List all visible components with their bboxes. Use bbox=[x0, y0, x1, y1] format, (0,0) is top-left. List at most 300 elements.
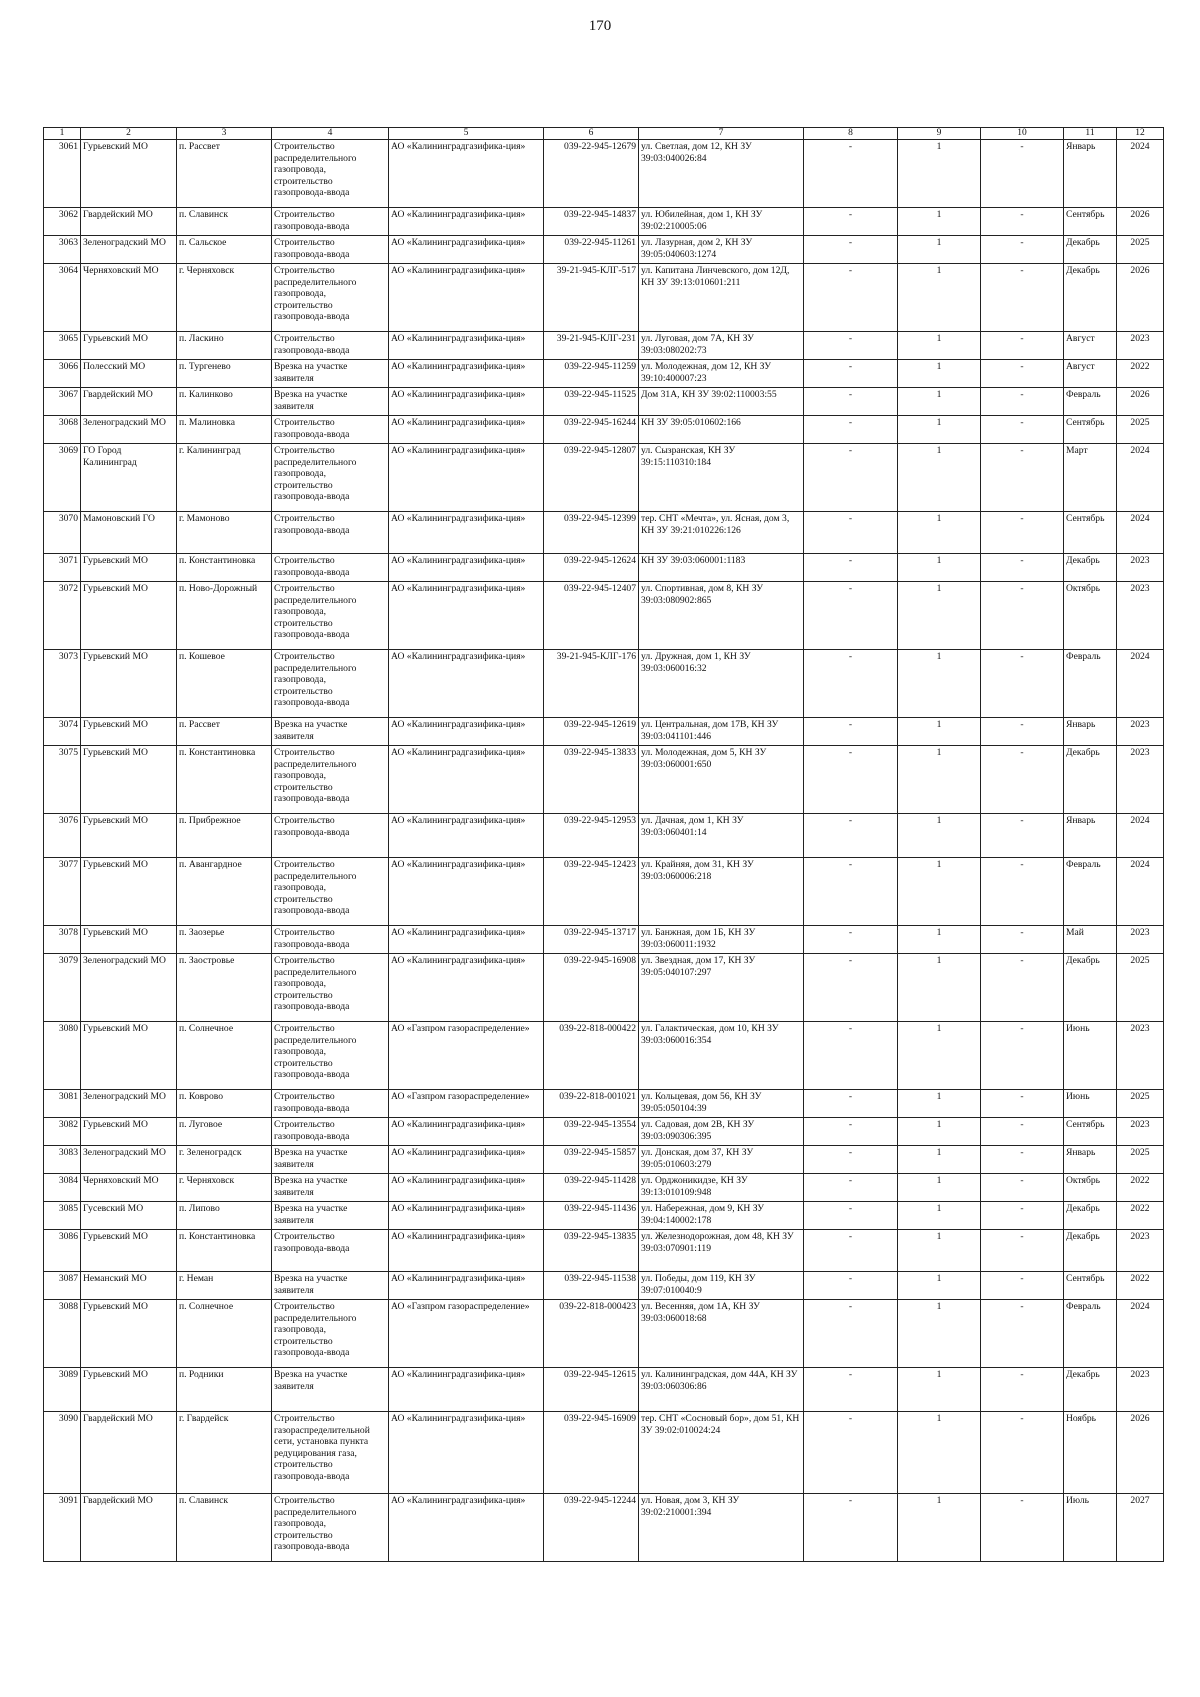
data-table bbox=[43, 127, 1164, 1562]
request-code-cell: 039-22-945-12399 bbox=[544, 512, 639, 554]
table-row bbox=[44, 236, 1164, 264]
address-cell: ул. Сызранская, КН ЗУ 39:15:110310:184 bbox=[639, 444, 804, 512]
column-9-cell: 1 bbox=[898, 1272, 981, 1300]
column-9-cell: 1 bbox=[898, 582, 981, 650]
work-type-cell: Строительство газопровода-ввода bbox=[272, 208, 389, 236]
column-8-cell: - bbox=[804, 1090, 898, 1118]
organization-cell: АО «Калининградгазифика-ция» bbox=[389, 858, 544, 926]
column-9-cell: 1 bbox=[898, 444, 981, 512]
municipality-cell: Гурьевский МО bbox=[81, 746, 177, 814]
column-8-cell: - bbox=[804, 416, 898, 444]
municipality-cell: Зеленоградский МО bbox=[81, 416, 177, 444]
organization-cell: АО «Калининградгазифика-ция» bbox=[389, 746, 544, 814]
municipality-cell: Гурьевский МО bbox=[81, 332, 177, 360]
work-type-cell: Строительство газопровода-ввода bbox=[272, 814, 389, 858]
address-cell: ул. Кольцевая, дом 56, КН ЗУ 39:05:050104:39 bbox=[639, 1090, 804, 1118]
settlement-cell: п. Константиновка bbox=[177, 1230, 272, 1272]
row-number-cell: 3086 bbox=[44, 1230, 81, 1272]
column-number: 12 bbox=[1117, 128, 1164, 140]
municipality-cell: Гурьевский МО bbox=[81, 582, 177, 650]
year-cell: 2025 bbox=[1117, 1090, 1164, 1118]
year-cell: 2025 bbox=[1117, 1146, 1164, 1174]
column-9-cell: 1 bbox=[898, 554, 981, 582]
request-code-cell: 039-22-945-12807 bbox=[544, 444, 639, 512]
column-10-cell: - bbox=[981, 1494, 1064, 1562]
column-8-cell: - bbox=[804, 650, 898, 718]
column-10-cell: - bbox=[981, 236, 1064, 264]
column-10-cell: - bbox=[981, 1368, 1064, 1412]
column-number: 8 bbox=[804, 128, 898, 140]
column-8-cell: - bbox=[804, 208, 898, 236]
year-cell: 2023 bbox=[1117, 332, 1164, 360]
request-code-cell: 039-22-945-16244 bbox=[544, 416, 639, 444]
work-type-cell: Строительство распределительного газопровода, строительство газопровода-ввода bbox=[272, 954, 389, 1022]
table-row bbox=[44, 140, 1164, 208]
table-row bbox=[44, 444, 1164, 512]
month-cell: Декабрь bbox=[1064, 554, 1117, 582]
column-9-cell: 1 bbox=[898, 1118, 981, 1146]
year-cell: 2024 bbox=[1117, 858, 1164, 926]
address-cell: ул. Светлая, дом 12, КН ЗУ 39:03:040026:84 bbox=[639, 140, 804, 208]
organization-cell: АО «Газпром газораспределение» bbox=[389, 1022, 544, 1090]
column-9-cell: 1 bbox=[898, 926, 981, 954]
work-type-cell: Врезка на участке заявителя bbox=[272, 388, 389, 416]
work-type-cell: Строительство распределительного газопровода, строительство газопровода-ввода bbox=[272, 444, 389, 512]
year-cell: 2023 bbox=[1117, 746, 1164, 814]
column-9-cell: 1 bbox=[898, 718, 981, 746]
column-8-cell: - bbox=[804, 1022, 898, 1090]
request-code-cell: 039-22-945-13554 bbox=[544, 1118, 639, 1146]
column-10-cell: - bbox=[981, 650, 1064, 718]
month-cell: Январь bbox=[1064, 718, 1117, 746]
column-9-cell: 1 bbox=[898, 650, 981, 718]
column-10-cell: - bbox=[981, 416, 1064, 444]
municipality-cell: Гурьевский МО bbox=[81, 814, 177, 858]
work-type-cell: Строительство распределительного газопровода, строительство газопровода-ввода bbox=[272, 264, 389, 332]
row-number-cell: 3063 bbox=[44, 236, 81, 264]
column-9-cell: 1 bbox=[898, 1494, 981, 1562]
request-code-cell: 039-22-945-12624 bbox=[544, 554, 639, 582]
column-8-cell: - bbox=[804, 718, 898, 746]
address-cell: ул. Галактическая, дом 10, КН ЗУ 39:03:060016:354 bbox=[639, 1022, 804, 1090]
column-9-cell: 1 bbox=[898, 140, 981, 208]
settlement-cell: п. Солнечное bbox=[177, 1022, 272, 1090]
request-code-cell: 39-21-945-КЛГ-231 bbox=[544, 332, 639, 360]
settlement-cell: г. Калининград bbox=[177, 444, 272, 512]
column-9-cell: 1 bbox=[898, 388, 981, 416]
settlement-cell: п. Коврово bbox=[177, 1090, 272, 1118]
address-cell: ул. Лазурная, дом 2, КН ЗУ 39:05:040603:1274 bbox=[639, 236, 804, 264]
address-cell: ул. Луговая, дом 7А, КН ЗУ 39:03:080202:73 bbox=[639, 332, 804, 360]
month-cell: Май bbox=[1064, 926, 1117, 954]
address-cell: ул. Орджоникидзе, КН ЗУ 39:13:010109:948 bbox=[639, 1174, 804, 1202]
column-9-cell: 1 bbox=[898, 1146, 981, 1174]
column-8-cell: - bbox=[804, 1174, 898, 1202]
municipality-cell: Гвардейский МО bbox=[81, 1412, 177, 1494]
work-type-cell: Строительство газопровода-ввода bbox=[272, 512, 389, 554]
year-cell: 2026 bbox=[1117, 1412, 1164, 1494]
municipality-cell: Гурьевский МО bbox=[81, 858, 177, 926]
municipality-cell: Неманский МО bbox=[81, 1272, 177, 1300]
row-number-cell: 3077 bbox=[44, 858, 81, 926]
column-9-cell: 1 bbox=[898, 416, 981, 444]
work-type-cell: Врезка на участке заявителя bbox=[272, 1368, 389, 1412]
year-cell: 2023 bbox=[1117, 1368, 1164, 1412]
organization-cell: АО «Калининградгазифика-ция» bbox=[389, 650, 544, 718]
column-9-cell: 1 bbox=[898, 332, 981, 360]
settlement-cell: п. Калинково bbox=[177, 388, 272, 416]
organization-cell: АО «Калининградгазифика-ция» bbox=[389, 388, 544, 416]
work-type-cell: Строительство газопровода-ввода bbox=[272, 1090, 389, 1118]
column-number: 2 bbox=[81, 128, 177, 140]
table-row bbox=[44, 416, 1164, 444]
row-number-cell: 3066 bbox=[44, 360, 81, 388]
work-type-cell: Строительство распределительного газопровода, строительство газопровода-ввода bbox=[272, 1494, 389, 1562]
organization-cell: АО «Калининградгазифика-ция» bbox=[389, 1118, 544, 1146]
request-code-cell: 039-22-945-12619 bbox=[544, 718, 639, 746]
year-cell: 2022 bbox=[1117, 1272, 1164, 1300]
address-cell: ул. Молодежная, дом 12, КН ЗУ 39:10:400007:23 bbox=[639, 360, 804, 388]
settlement-cell: п. Липово bbox=[177, 1202, 272, 1230]
column-8-cell: - bbox=[804, 512, 898, 554]
month-cell: Июль bbox=[1064, 1494, 1117, 1562]
column-8-cell: - bbox=[804, 1494, 898, 1562]
column-9-cell: 1 bbox=[898, 1230, 981, 1272]
organization-cell: АО «Калининградгазифика-ция» bbox=[389, 1174, 544, 1202]
column-10-cell: - bbox=[981, 332, 1064, 360]
column-number: 7 bbox=[639, 128, 804, 140]
column-10-cell: - bbox=[981, 140, 1064, 208]
month-cell: Октябрь bbox=[1064, 582, 1117, 650]
settlement-cell: п. Ново-Дорожный bbox=[177, 582, 272, 650]
settlement-cell: п. Тургенево bbox=[177, 360, 272, 388]
column-8-cell: - bbox=[804, 1272, 898, 1300]
request-code-cell: 039-22-945-16908 bbox=[544, 954, 639, 1022]
month-cell: Декабрь bbox=[1064, 1230, 1117, 1272]
column-8-cell: - bbox=[804, 746, 898, 814]
column-10-cell: - bbox=[981, 746, 1064, 814]
row-number-cell: 3073 bbox=[44, 650, 81, 718]
column-8-cell: - bbox=[804, 1412, 898, 1494]
table-row bbox=[44, 814, 1164, 858]
year-cell: 2023 bbox=[1117, 554, 1164, 582]
address-cell: ул. Победы, дом 119, КН ЗУ 39:07:010040:9 bbox=[639, 1272, 804, 1300]
organization-cell: АО «Калининградгазифика-ция» bbox=[389, 554, 544, 582]
organization-cell: АО «Калининградгазифика-ция» bbox=[389, 718, 544, 746]
address-cell: ул. Молодежная, дом 5, КН ЗУ 39:03:060001:650 bbox=[639, 746, 804, 814]
request-code-cell: 039-22-945-11261 bbox=[544, 236, 639, 264]
month-cell: Сентябрь bbox=[1064, 208, 1117, 236]
settlement-cell: г. Зеленоградск bbox=[177, 1146, 272, 1174]
row-number-cell: 3074 bbox=[44, 718, 81, 746]
address-cell: ул. Новая, дом 3, КН ЗУ 39:02:210001:394 bbox=[639, 1494, 804, 1562]
request-code-cell: 039-22-945-15857 bbox=[544, 1146, 639, 1174]
month-cell: Январь bbox=[1064, 140, 1117, 208]
row-number-cell: 3071 bbox=[44, 554, 81, 582]
column-10-cell: - bbox=[981, 1118, 1064, 1146]
column-10-cell: - bbox=[981, 582, 1064, 650]
municipality-cell: Зеленоградский МО bbox=[81, 1090, 177, 1118]
table-row bbox=[44, 1412, 1164, 1494]
table-row bbox=[44, 1494, 1164, 1562]
work-type-cell: Строительство распределительного газопровода, строительство газопровода-ввода bbox=[272, 746, 389, 814]
work-type-cell: Строительство распределительного газопровода, строительство газопровода-ввода bbox=[272, 582, 389, 650]
settlement-cell: г. Неман bbox=[177, 1272, 272, 1300]
month-cell: Сентябрь bbox=[1064, 416, 1117, 444]
column-number-row bbox=[44, 128, 1164, 140]
column-8-cell: - bbox=[804, 388, 898, 416]
table-row bbox=[44, 332, 1164, 360]
column-9-cell: 1 bbox=[898, 1090, 981, 1118]
row-number-cell: 3081 bbox=[44, 1090, 81, 1118]
row-number-cell: 3064 bbox=[44, 264, 81, 332]
row-number-cell: 3070 bbox=[44, 512, 81, 554]
organization-cell: АО «Калининградгазифика-ция» bbox=[389, 416, 544, 444]
month-cell: Январь bbox=[1064, 814, 1117, 858]
column-10-cell: - bbox=[981, 1272, 1064, 1300]
table-row bbox=[44, 1118, 1164, 1146]
municipality-cell: Гвардейский МО bbox=[81, 1494, 177, 1562]
work-type-cell: Врезка на участке заявителя bbox=[272, 1146, 389, 1174]
organization-cell: АО «Газпром газораспределение» bbox=[389, 1090, 544, 1118]
row-number-cell: 3061 bbox=[44, 140, 81, 208]
row-number-cell: 3067 bbox=[44, 388, 81, 416]
municipality-cell: Гурьевский МО bbox=[81, 1300, 177, 1368]
year-cell: 2023 bbox=[1117, 1022, 1164, 1090]
column-8-cell: - bbox=[804, 444, 898, 512]
table-row bbox=[44, 388, 1164, 416]
table-row bbox=[44, 718, 1164, 746]
settlement-cell: п. Малиновка bbox=[177, 416, 272, 444]
column-10-cell: - bbox=[981, 388, 1064, 416]
settlement-cell: п. Рассвет bbox=[177, 718, 272, 746]
row-number-cell: 3068 bbox=[44, 416, 81, 444]
column-10-cell: - bbox=[981, 1412, 1064, 1494]
work-type-cell: Строительство распределительного газопровода, строительство газопровода-ввода bbox=[272, 1300, 389, 1368]
settlement-cell: п. Авангардное bbox=[177, 858, 272, 926]
work-type-cell: Строительство газопровода-ввода bbox=[272, 554, 389, 582]
month-cell: Июнь bbox=[1064, 1022, 1117, 1090]
month-cell: Март bbox=[1064, 444, 1117, 512]
work-type-cell: Врезка на участке заявителя bbox=[272, 1272, 389, 1300]
column-9-cell: 1 bbox=[898, 512, 981, 554]
column-number: 3 bbox=[177, 128, 272, 140]
column-9-cell: 1 bbox=[898, 1300, 981, 1368]
work-type-cell: Строительство газопровода-ввода bbox=[272, 1230, 389, 1272]
organization-cell: АО «Калининградгазифика-ция» bbox=[389, 1230, 544, 1272]
work-type-cell: Строительство распределительного газопровода, строительство газопровода-ввода bbox=[272, 858, 389, 926]
year-cell: 2022 bbox=[1117, 360, 1164, 388]
organization-cell: АО «Газпром газораспределение» bbox=[389, 1300, 544, 1368]
municipality-cell: Гурьевский МО bbox=[81, 554, 177, 582]
column-8-cell: - bbox=[804, 1118, 898, 1146]
column-10-cell: - bbox=[981, 444, 1064, 512]
organization-cell: АО «Калининградгазифика-ция» bbox=[389, 1494, 544, 1562]
request-code-cell: 039-22-945-12679 bbox=[544, 140, 639, 208]
organization-cell: АО «Калининградгазифика-ция» bbox=[389, 1202, 544, 1230]
address-cell: ул. Донская, дом 37, КН ЗУ 39:05:010603:279 bbox=[639, 1146, 804, 1174]
organization-cell: АО «Калининградгазифика-ция» bbox=[389, 1368, 544, 1412]
year-cell: 2023 bbox=[1117, 718, 1164, 746]
table-row bbox=[44, 1022, 1164, 1090]
row-number-cell: 3083 bbox=[44, 1146, 81, 1174]
column-9-cell: 1 bbox=[898, 1412, 981, 1494]
year-cell: 2024 bbox=[1117, 814, 1164, 858]
organization-cell: АО «Калининградгазифика-ция» bbox=[389, 236, 544, 264]
column-10-cell: - bbox=[981, 1090, 1064, 1118]
year-cell: 2024 bbox=[1117, 1300, 1164, 1368]
year-cell: 2025 bbox=[1117, 416, 1164, 444]
row-number-cell: 3090 bbox=[44, 1412, 81, 1494]
row-number-cell: 3079 bbox=[44, 954, 81, 1022]
address-cell: тер. СНТ «Сосновый бор», дом 51, КН ЗУ 39:02:010024:24 bbox=[639, 1412, 804, 1494]
year-cell: 2025 bbox=[1117, 954, 1164, 1022]
column-10-cell: - bbox=[981, 1174, 1064, 1202]
municipality-cell: Гурьевский МО bbox=[81, 1118, 177, 1146]
year-cell: 2024 bbox=[1117, 512, 1164, 554]
row-number-cell: 3085 bbox=[44, 1202, 81, 1230]
column-9-cell: 1 bbox=[898, 236, 981, 264]
settlement-cell: г. Гвардейск bbox=[177, 1412, 272, 1494]
row-number-cell: 3062 bbox=[44, 208, 81, 236]
table-row bbox=[44, 650, 1164, 718]
municipality-cell: Гурьевский МО bbox=[81, 1368, 177, 1412]
request-code-cell: 039-22-945-16909 bbox=[544, 1412, 639, 1494]
settlement-cell: г. Черняховск bbox=[177, 264, 272, 332]
column-9-cell: 1 bbox=[898, 858, 981, 926]
request-code-cell: 039-22-945-13833 bbox=[544, 746, 639, 814]
request-code-cell: 039-22-945-13835 bbox=[544, 1230, 639, 1272]
row-number-cell: 3069 bbox=[44, 444, 81, 512]
organization-cell: АО «Калининградгазифика-ция» bbox=[389, 926, 544, 954]
row-number-cell: 3091 bbox=[44, 1494, 81, 1562]
settlement-cell: п. Заостровье bbox=[177, 954, 272, 1022]
settlement-cell: п. Сальское bbox=[177, 236, 272, 264]
municipality-cell: Гурьевский МО bbox=[81, 650, 177, 718]
request-code-cell: 039-22-945-12423 bbox=[544, 858, 639, 926]
month-cell: Февраль bbox=[1064, 1300, 1117, 1368]
year-cell: 2026 bbox=[1117, 388, 1164, 416]
organization-cell: АО «Калининградгазифика-ция» bbox=[389, 954, 544, 1022]
municipality-cell: Полесский МО bbox=[81, 360, 177, 388]
request-code-cell: 39-21-945-КЛГ-176 bbox=[544, 650, 639, 718]
month-cell: Август bbox=[1064, 332, 1117, 360]
address-cell: ул. Юбилейная, дом 1, КН ЗУ 39:02:210005:06 bbox=[639, 208, 804, 236]
address-cell: ул. Калининградская, дом 44А, КН ЗУ 39:03:060306:86 bbox=[639, 1368, 804, 1412]
table-row bbox=[44, 954, 1164, 1022]
column-9-cell: 1 bbox=[898, 954, 981, 1022]
month-cell: Октябрь bbox=[1064, 1174, 1117, 1202]
column-10-cell: - bbox=[981, 1146, 1064, 1174]
column-8-cell: - bbox=[804, 236, 898, 264]
column-8-cell: - bbox=[804, 360, 898, 388]
column-8-cell: - bbox=[804, 1230, 898, 1272]
column-10-cell: - bbox=[981, 264, 1064, 332]
address-cell: КН ЗУ 39:05:010602:166 bbox=[639, 416, 804, 444]
column-9-cell: 1 bbox=[898, 814, 981, 858]
address-cell: КН ЗУ 39:03:060001:1183 bbox=[639, 554, 804, 582]
request-code-cell: 039-22-945-12407 bbox=[544, 582, 639, 650]
settlement-cell: п. Константиновка bbox=[177, 554, 272, 582]
year-cell: 2025 bbox=[1117, 236, 1164, 264]
column-10-cell: - bbox=[981, 718, 1064, 746]
year-cell: 2023 bbox=[1117, 582, 1164, 650]
request-code-cell: 039-22-945-12953 bbox=[544, 814, 639, 858]
municipality-cell: Черняховский МО bbox=[81, 264, 177, 332]
organization-cell: АО «Калининградгазифика-ция» bbox=[389, 814, 544, 858]
year-cell: 2023 bbox=[1117, 926, 1164, 954]
municipality-cell: Черняховский МО bbox=[81, 1174, 177, 1202]
address-cell: ул. Банжная, дом 1Б, КН ЗУ 39:03:060011:1932 bbox=[639, 926, 804, 954]
municipality-cell: Зеленоградский МО bbox=[81, 1146, 177, 1174]
row-number-cell: 3089 bbox=[44, 1368, 81, 1412]
column-10-cell: - bbox=[981, 1300, 1064, 1368]
column-8-cell: - bbox=[804, 332, 898, 360]
month-cell: Февраль bbox=[1064, 388, 1117, 416]
settlement-cell: п. Рассвет bbox=[177, 140, 272, 208]
address-cell: ул. Центральная, дом 17В, КН ЗУ 39:03:041101:446 bbox=[639, 718, 804, 746]
request-code-cell: 039-22-945-11259 bbox=[544, 360, 639, 388]
month-cell: Сентябрь bbox=[1064, 1272, 1117, 1300]
table-row bbox=[44, 554, 1164, 582]
settlement-cell: п. Родники bbox=[177, 1368, 272, 1412]
column-8-cell: - bbox=[804, 1300, 898, 1368]
page-number: 170 bbox=[588, 18, 612, 34]
column-9-cell: 1 bbox=[898, 1022, 981, 1090]
organization-cell: АО «Калининградгазифика-ция» bbox=[389, 512, 544, 554]
row-number-cell: 3072 bbox=[44, 582, 81, 650]
column-number: 11 bbox=[1064, 128, 1117, 140]
settlement-cell: п. Заозерье bbox=[177, 926, 272, 954]
column-8-cell: - bbox=[804, 1368, 898, 1412]
request-code-cell: 39-21-945-КЛГ-517 bbox=[544, 264, 639, 332]
month-cell: Декабрь bbox=[1064, 954, 1117, 1022]
work-type-cell: Строительство газопровода-ввода bbox=[272, 416, 389, 444]
column-9-cell: 1 bbox=[898, 1174, 981, 1202]
organization-cell: АО «Калининградгазифика-ция» bbox=[389, 140, 544, 208]
request-code-cell: 039-22-945-11436 bbox=[544, 1202, 639, 1230]
request-code-cell: 039-22-945-12615 bbox=[544, 1368, 639, 1412]
address-cell: ул. Крайняя, дом 31, КН ЗУ 39:03:060006:218 bbox=[639, 858, 804, 926]
organization-cell: АО «Калининградгазифика-ция» bbox=[389, 1146, 544, 1174]
column-9-cell: 1 bbox=[898, 1368, 981, 1412]
request-code-cell: 039-22-945-13717 bbox=[544, 926, 639, 954]
year-cell: 2022 bbox=[1117, 1202, 1164, 1230]
table-row bbox=[44, 512, 1164, 554]
address-cell: ул. Железнодорожная, дом 48, КН ЗУ 39:03:070901:119 bbox=[639, 1230, 804, 1272]
column-10-cell: - bbox=[981, 1022, 1064, 1090]
table-row bbox=[44, 582, 1164, 650]
row-number-cell: 3065 bbox=[44, 332, 81, 360]
year-cell: 2026 bbox=[1117, 264, 1164, 332]
municipality-cell: Гвардейский МО bbox=[81, 388, 177, 416]
month-cell: Декабрь bbox=[1064, 746, 1117, 814]
organization-cell: АО «Калининградгазифика-ция» bbox=[389, 444, 544, 512]
table-row bbox=[44, 1368, 1164, 1412]
request-code-cell: 039-22-945-11538 bbox=[544, 1272, 639, 1300]
address-cell: ул. Дружная, дом 1, КН ЗУ 39:03:060016:32 bbox=[639, 650, 804, 718]
request-code-cell: 039-22-818-000423 bbox=[544, 1300, 639, 1368]
column-8-cell: - bbox=[804, 926, 898, 954]
column-10-cell: - bbox=[981, 512, 1064, 554]
table-row bbox=[44, 1146, 1164, 1174]
row-number-cell: 3082 bbox=[44, 1118, 81, 1146]
settlement-cell: п. Солнечное bbox=[177, 1300, 272, 1368]
column-8-cell: - bbox=[804, 554, 898, 582]
organization-cell: АО «Калининградгазифика-ция» bbox=[389, 1272, 544, 1300]
column-number: 4 bbox=[272, 128, 389, 140]
municipality-cell: Зеленоградский МО bbox=[81, 236, 177, 264]
